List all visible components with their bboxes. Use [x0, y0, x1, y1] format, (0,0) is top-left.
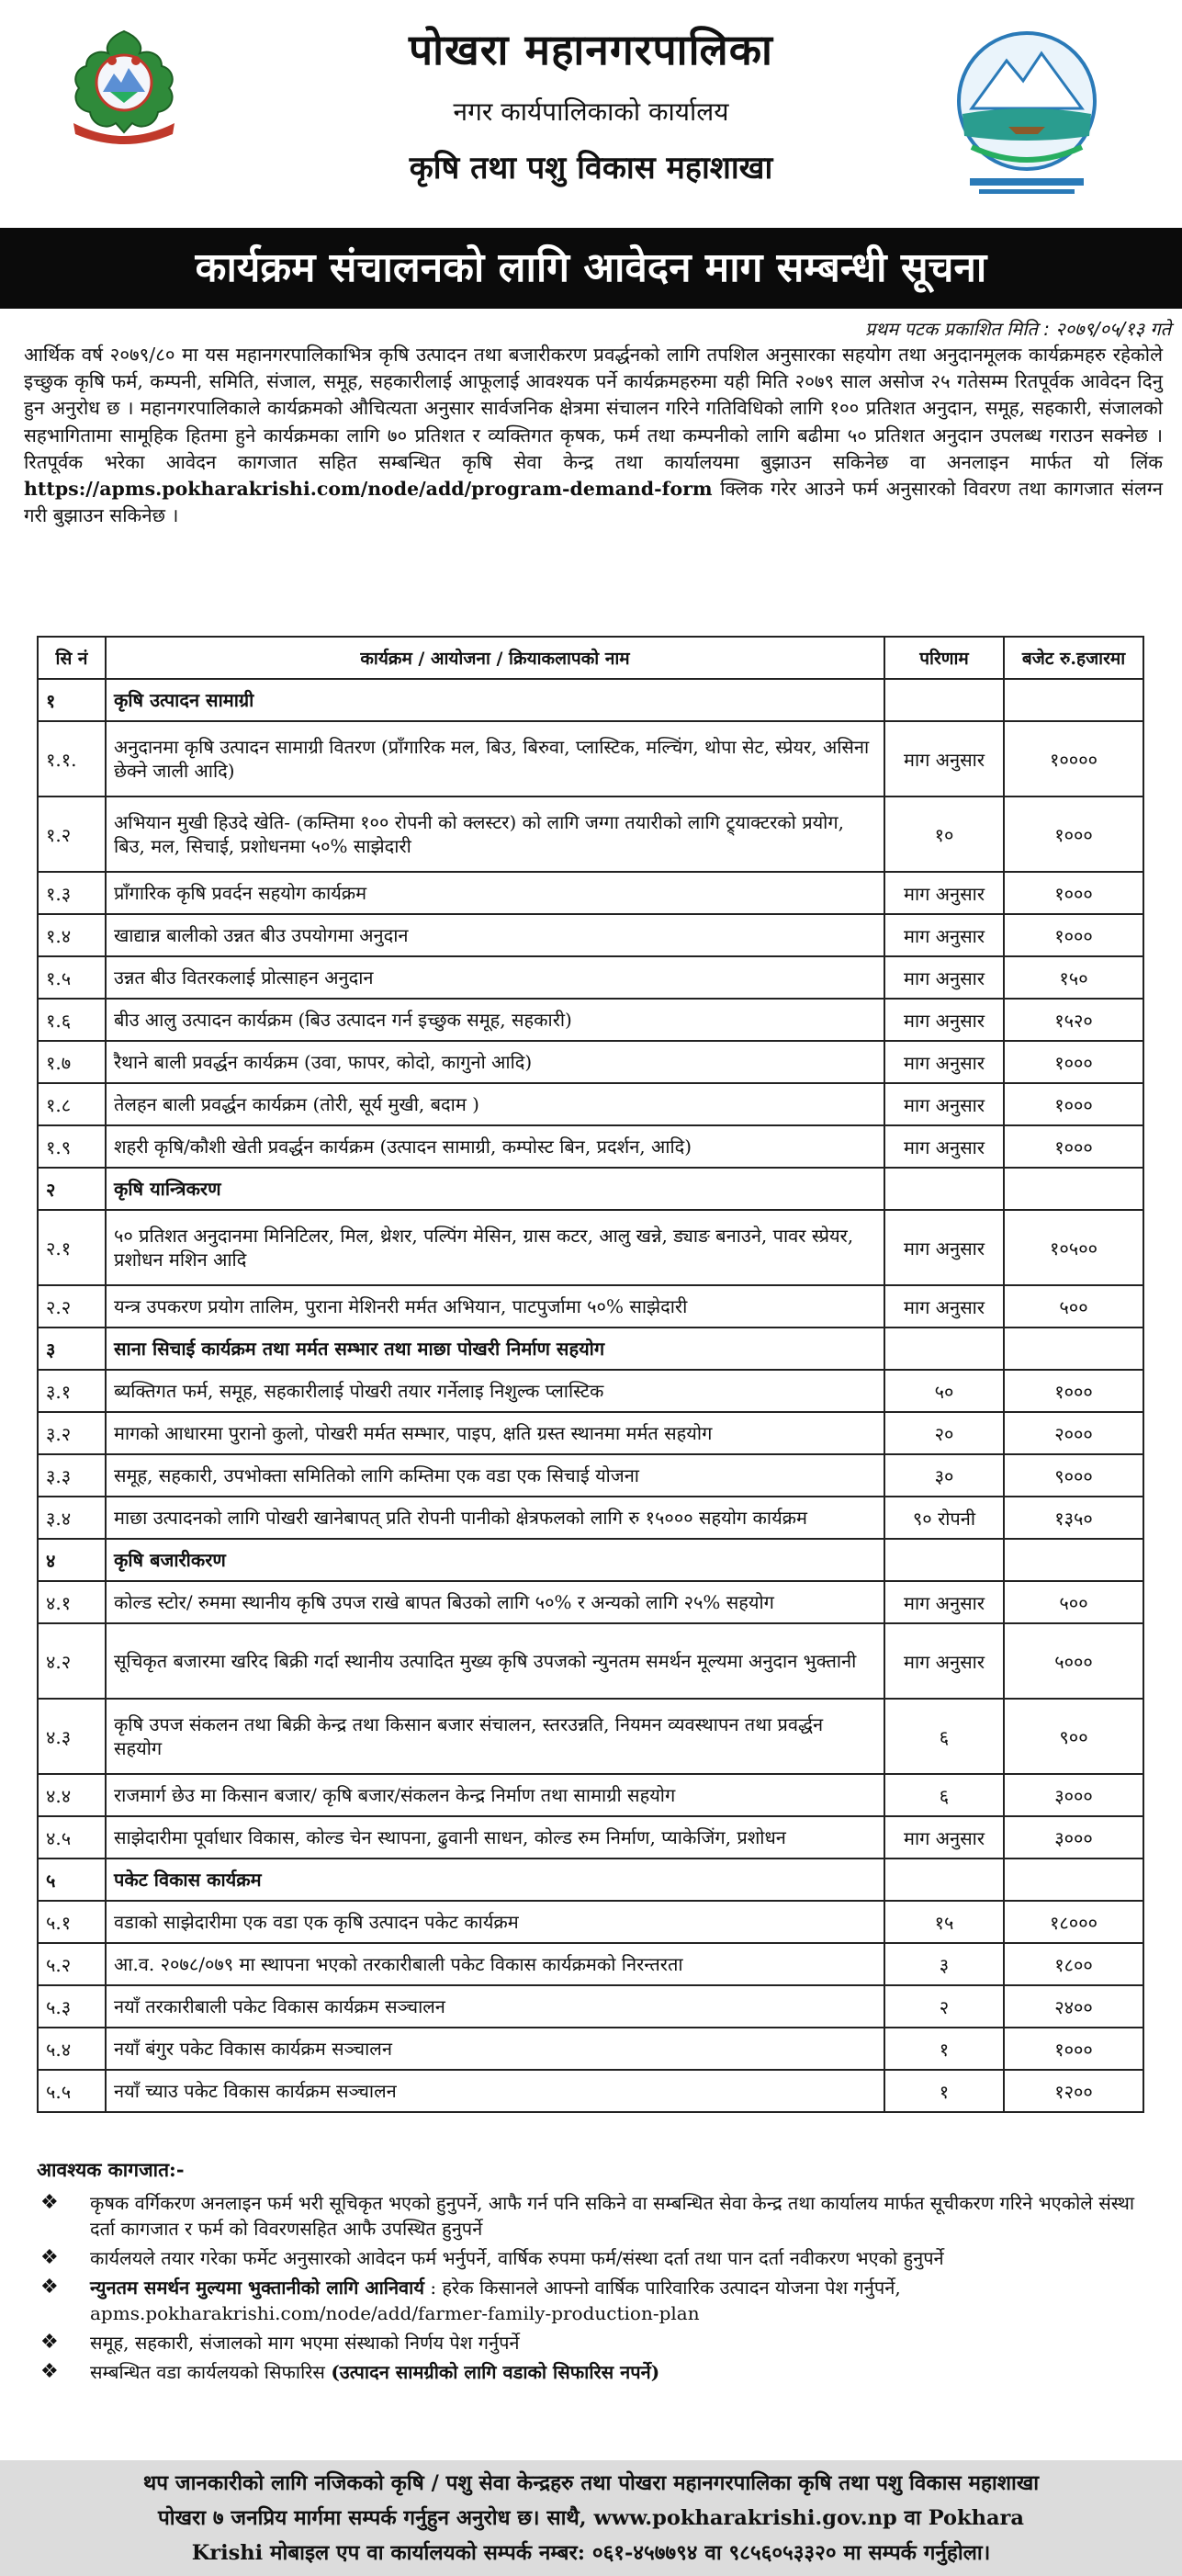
row-serial-number: १.३ [38, 872, 106, 914]
row-quantity [884, 679, 1004, 721]
table-row [38, 1699, 1143, 1774]
row-budget: २४०० [1004, 1985, 1143, 2028]
row-serial-number: ४.५ [38, 1816, 106, 1859]
table-row [38, 1125, 1143, 1168]
org-subtitle: नगर कार्यपालिकाको कार्यालय [453, 96, 729, 127]
row-serial-number: ४ [38, 1539, 106, 1581]
table-section-row [38, 1859, 1143, 1901]
requirement-note: (उत्पादन सामग्रीको लागि वडाको सिफारिस नपर्ने) [331, 2361, 660, 2383]
row-program-name: माछा उत्पादनको लागि पोखरी खानेबापत् प्रति रोपनी पानीको क्षेत्रफलको लागि रु १५००० सहयोग कार्यक्रम [106, 1497, 884, 1539]
row-serial-number: १.८ [38, 1083, 106, 1125]
row-budget: १००० [1004, 1083, 1143, 1125]
table-row [38, 999, 1143, 1041]
table-row [38, 1581, 1143, 1623]
row-quantity: माग अनुसार [884, 1623, 1004, 1699]
table-row [38, 797, 1143, 872]
row-serial-number: १.७ [38, 1041, 106, 1083]
row-serial-number: ५ [38, 1859, 106, 1901]
row-quantity: २० [884, 1412, 1004, 1454]
diamond-bullet-icon: ❖ [40, 2331, 59, 2354]
row-budget: १५२० [1004, 999, 1143, 1041]
row-serial-number: १.४ [38, 914, 106, 956]
row-serial-number: ४.२ [38, 1623, 106, 1699]
intro-text-after: क्लिक गरेर आउने फर्म अनुसारको विवरण तथा कागजात संलग्न गरी बुझाउन सकिनेछ । [24, 478, 1163, 527]
row-quantity: माग अनुसार [884, 1041, 1004, 1083]
row-program-name: साझेदारीमा पूर्वाधार विकास, कोल्ड चेन स्थापना, ढुवानी साधन, कोल्ड रुम निर्माण, प्याकेजिंग, प्रशोधन [106, 1816, 884, 1859]
row-budget: १००० [1004, 1041, 1143, 1083]
row-quantity: ३ [884, 1943, 1004, 1985]
row-quantity: माग अनुसार [884, 721, 1004, 797]
pokhara-metropolitan-logo-icon [935, 26, 1119, 200]
table-row [38, 1623, 1143, 1699]
diamond-bullet-icon: ❖ [40, 2276, 59, 2299]
row-program-name: आ.व. २०७८/०७९ मा स्थापना भएको तरकारीबाली पकेट विकास कार्यक्रमको निरन्तरता [106, 1943, 884, 1985]
row-serial-number: २.१ [38, 1210, 106, 1285]
row-quantity: ६ [884, 1774, 1004, 1816]
row-quantity: माग अनुसार [884, 1125, 1004, 1168]
row-quantity [884, 1328, 1004, 1370]
column-header-name: कार्यक्रम / आयोजना / क्रियाकलापको नाम [106, 637, 884, 679]
row-budget: ३००० [1004, 1774, 1143, 1816]
row-budget: १८००० [1004, 1901, 1143, 1943]
requirement-text: कार्यलयले तयार गरेका फर्मेट अनुसारको आवेदन फर्म भर्नुपर्ने, वार्षिक रुपमा फर्म/संस्था दर्ता तथा पान दर्ता नवीकरण भएको हुनुपर्ने [90, 2247, 944, 2269]
org-title: पोखरा महानगरपालिका [409, 25, 773, 74]
table-section-row [38, 679, 1143, 721]
row-program-name: प्राँगारिक कृषि प्रवर्दन सहयोग कार्यक्रम [106, 872, 884, 914]
row-budget: १००० [1004, 1125, 1143, 1168]
row-program-name: कृषि उत्पादन सामाग्री [106, 679, 884, 721]
row-budget [1004, 1328, 1143, 1370]
row-budget: ५००० [1004, 1623, 1143, 1699]
row-program-name: कोल्ड स्टोर/ रुममा स्थानीय कृषि उपज राखे बापत बिउको लागि ५०% र अन्यको लागि २५% सहयोग [106, 1581, 884, 1623]
table-row [38, 1041, 1143, 1083]
required-documents-list [37, 2190, 1144, 2385]
row-quantity [884, 1859, 1004, 1901]
row-serial-number: ३ [38, 1328, 106, 1370]
table-row [38, 1901, 1143, 1943]
table-row [38, 956, 1143, 999]
intro-paragraph [24, 342, 1163, 529]
requirement-item [37, 2359, 1144, 2385]
row-serial-number: ५.५ [38, 2070, 106, 2112]
row-program-name: शहरी कृषि/कौशी खेती प्रवर्द्धन कार्यक्रम (उत्पादन सामाग्री, कम्पोस्ट बिन, प्रदर्शन, आदि) [106, 1125, 884, 1168]
table-row [38, 1985, 1143, 2028]
row-serial-number: १.१. [38, 721, 106, 797]
row-serial-number: २ [38, 1168, 106, 1210]
row-program-name: समूह, सहकारी, उपभोक्ता समितिको लागि कम्तिमा एक वडा एक सिचाई योजना [106, 1454, 884, 1497]
table-row [38, 1454, 1143, 1497]
row-quantity: माग अनुसार [884, 1285, 1004, 1328]
table-header-row [38, 637, 1143, 679]
requirement-text: सम्बन्धित वडा कार्यलयको सिफारिस [90, 2361, 325, 2383]
table-row [38, 1210, 1143, 1285]
row-quantity: १५ [884, 1901, 1004, 1943]
row-budget [1004, 1168, 1143, 1210]
table-row [38, 914, 1143, 956]
table-section-row [38, 1168, 1143, 1210]
row-budget: १८०० [1004, 1943, 1143, 1985]
row-budget: १०००० [1004, 721, 1143, 797]
table-row [38, 1285, 1143, 1328]
row-program-name: नयाँ तरकारीबाली पकेट विकास कार्यक्रम सञ्चालन [106, 1985, 884, 2028]
row-program-name: कृषि बजारीकरण [106, 1539, 884, 1581]
row-quantity: ३० [884, 1454, 1004, 1497]
row-budget: १००० [1004, 797, 1143, 872]
row-program-name: नयाँ च्याउ पकेट विकास कार्यक्रम सञ्चालन [106, 2070, 884, 2112]
contact-footer [0, 2460, 1182, 2576]
table-row [38, 721, 1143, 797]
table-row [38, 1412, 1143, 1454]
row-program-name: खाद्यान्न बालीको उन्नत बीउ उपयोगमा अनुदान [106, 914, 884, 956]
row-quantity: माग अनुसार [884, 1210, 1004, 1285]
row-budget: ९००० [1004, 1454, 1143, 1497]
table-row [38, 872, 1143, 914]
row-program-name: तेलहन बाली प्रवर्द्धन कार्यक्रम (तोरी, सूर्य मुखी, बदाम ) [106, 1083, 884, 1125]
table-body [38, 679, 1143, 2112]
row-program-name: अभियान मुखी हिउदे खेति- (कम्तिमा १०० रोपनी को क्लस्टर) को लागि जग्गा तयारीको लागि ट्र्याक्टरको प्रयोग, बिउ, मल, सिचाई, प्रशोधनमा ५०% साझेदारी [106, 797, 884, 872]
requirement-text: : हरेक किसानले आफ्नो वार्षिक पारिवारिक उत्पादन योजना पेश गर्नुपर्ने, apms.pokharakrishi.com/node/add/farmer-family-production-plan [90, 2277, 901, 2324]
row-program-name: कृषि यान्त्रिकरण [106, 1168, 884, 1210]
requirement-item [37, 2275, 1144, 2326]
footer-line: पोखरा ७ जनप्रिय मार्गमा सम्पर्क गर्नुहुन अनुरोध छ। साथै, www.pokharakrishi.gov.np वा Pokhara [157, 2506, 1024, 2530]
row-budget: १३५० [1004, 1497, 1143, 1539]
row-budget: १००० [1004, 2028, 1143, 2070]
row-serial-number: ५.१ [38, 1901, 106, 1943]
row-budget [1004, 1859, 1143, 1901]
row-quantity: माग अनुसार [884, 1581, 1004, 1623]
row-serial-number: ४.४ [38, 1774, 106, 1816]
row-program-name: रैथाने बाली प्रवर्द्धन कार्यक्रम (उवा, फापर, कोदो, कागुनो आदि) [106, 1041, 884, 1083]
requirement-item [37, 2245, 1144, 2271]
row-serial-number: ५.३ [38, 1985, 106, 2028]
row-quantity: माग अनुसार [884, 956, 1004, 999]
table-section-row [38, 1539, 1143, 1581]
row-program-name: नयाँ बंगुर पकेट विकास कार्यक्रम सञ्चालन [106, 2028, 884, 2070]
row-budget: ३००० [1004, 1816, 1143, 1859]
row-quantity: माग अनुसार [884, 1816, 1004, 1859]
row-program-name: कृषि उपज संकलन तथा बिक्री केन्द्र तथा किसान बजार संचालन, स्तरउन्नति, नियमन व्यवस्थापन तथा प्रवर्द्धन सहयोग [106, 1699, 884, 1774]
row-quantity [884, 1539, 1004, 1581]
row-quantity: ९० रोपनी [884, 1497, 1004, 1539]
footer-line: थप जानकारीको लागि नजिकको कृषि / पशु सेवा केन्द्रहरु तथा पोखरा महानगरपालिका कृषि तथा पशु विकास महाशाखा [142, 2471, 1040, 2495]
row-program-name: पकेट विकास कार्यक्रम [106, 1859, 884, 1901]
row-serial-number: १.२ [38, 797, 106, 872]
row-budget: १५० [1004, 956, 1143, 999]
row-program-name: सूचिकृत बजारमा खरिद बिक्री गर्दा स्थानीय उत्पादित मुख्य कृषि उपजको न्युनतम समर्थन मूल्यमा अनुदान भुक्तानी [106, 1623, 884, 1699]
publish-date: प्रथम पटक प्रकाशित मिति : २०७९/०५/१३ गते [865, 318, 1171, 340]
diamond-bullet-icon: ❖ [40, 2246, 59, 2269]
requirement-emphasis: न्युनतम समर्थन मुल्यमा भुक्तानीको लागि आनिवार्य [90, 2277, 424, 2299]
footer-line: Krishi मोबाइल एप वा कार्यालयको सम्पर्क नम्बर: ०६१-४५७७९४ वा ९८५६०५३३२० मा सम्पर्क गर्नुहोला। [191, 2541, 991, 2565]
row-quantity: २ [884, 1985, 1004, 2028]
diamond-bullet-icon: ❖ [40, 2360, 59, 2383]
row-serial-number: १.९ [38, 1125, 106, 1168]
intro-text: आर्थिक वर्ष २०७९/८० मा यस महानगरपालिकाभित्र कृषि उत्पादन तथा बजारीकरण प्रवर्द्धनको लागि तपशिल अनुसारका सहयोग तथा अनुदानमूलक कार्यक्रमहरु रहेकोले इच्छुक कृषि फर्म, कम्पनी, समिति, संजाल, समूह, सहकारीलाई आफूलाई आवश्यक पर्ने कार्यक्रमहरुमा यही मिति २०७९ साल असोज २५ गतेसम्म रितपूर्वक आवेदन दिनु हुन अनुरोध छ । महानगरपालिकाले कार्यक्रमको औचित्यता अनुसार सार्वजनिक क्षेत्रमा संचालन गरिने गतिविधिको लागि १०० प्रतिशत अनुदान, समूह, सहकारी, संजालको सहभागितामा सामूहिक हितमा हुने कार्यक्रमका लागि ७० प्रतिशत र व्यक्तिगत कृषक, फर्म तथा कम्पनीको लागि बढीमा ५० प्रतिशत अनुदान उपलब्ध गराउन सक्नेछ । रितपूर्वक भरेका आवेदन कागजात सहित सम्बन्धित कृषि सेवा केन्द्र तथा कार्यालयमा बुझाउन सकिनेछ वा अनलाइन मार्फत यो लिंक [24, 344, 1163, 473]
diamond-bullet-icon: ❖ [40, 2191, 59, 2214]
row-program-name: उन्नत बीउ वितरकलाई प्रोत्साहन अनुदान [106, 956, 884, 999]
table-row [38, 1816, 1143, 1859]
table-section-row [38, 1328, 1143, 1370]
row-budget: १२०० [1004, 2070, 1143, 2112]
row-quantity: १ [884, 2028, 1004, 2070]
requirement-text: समूह, सहकारी, संजालको माग भएमा संस्थाको निर्णय पेश गर्नुपर्ने [90, 2332, 520, 2354]
row-budget [1004, 1539, 1143, 1581]
table-row [38, 1370, 1143, 1412]
table-row [38, 2070, 1143, 2112]
row-budget: ५०० [1004, 1285, 1143, 1328]
notice-banner: कार्यक्रम संचालनको लागि आवेदन माग सम्बन्धी सूचना [0, 228, 1182, 309]
row-serial-number: १ [38, 679, 106, 721]
row-quantity: ५० [884, 1370, 1004, 1412]
notice-header [0, 0, 1182, 220]
row-program-name: वडाको साझेदारीमा एक वडा एक कृषि उत्पादन पकेट कार्यक्रम [106, 1901, 884, 1943]
row-program-name: ब्यक्तिगत फर्म, समूह, सहकारीलाई पोखरी तयार गर्नेलाइ निशुल्क प्लास्टिक [106, 1370, 884, 1412]
row-quantity: माग अनुसार [884, 1083, 1004, 1125]
row-serial-number: ५.४ [38, 2028, 106, 2070]
row-budget: १०५०० [1004, 1210, 1143, 1285]
row-program-name: मागको आधारमा पुरानो कुलो, पोखरी मर्मत सम्भार, पाइप, क्षति ग्रस्त स्थानमा मर्मत सहयोग [106, 1412, 884, 1454]
row-quantity: माग अनुसार [884, 914, 1004, 956]
requirement-text: कृषक वर्गिकरण अनलाइन फर्म भरी सूचिकृत भएको हुनुपर्ने, आफै गर्न पनि सकिने वा सम्बन्धित सेवा केन्द्र तथा कार्यालय मार्फत सूचीकरण गरिने भएकोले संस्था दर्ता कागजात र फर्म को विवरणसहित आफै उपस्थित हुनुपर्ने [90, 2192, 1135, 2240]
column-header-sn: सि नं [38, 637, 106, 679]
row-quantity [884, 1168, 1004, 1210]
requirement-item [37, 2190, 1144, 2242]
row-budget: १००० [1004, 914, 1143, 956]
row-budget: १००० [1004, 1370, 1143, 1412]
row-budget: २००० [1004, 1412, 1143, 1454]
row-program-name: यन्त्र उपकरण प्रयोग तालिम, पुराना मेशिनरी मर्मत अभियान, पाटपुर्जामा ५०% साझेदारी [106, 1285, 884, 1328]
row-program-name: अनुदानमा कृषि उत्पादन सामाग्री वितरण (प्राँगारिक मल, बिउ, बिरुवा, प्लास्टिक, मल्चिंग, थोपा सेट, स्प्रेयर, असिना छेक्ने जाली आदि) [106, 721, 884, 797]
program-demand-link[interactable]: https://apms.pokharakrishi.com/node/add/program-demand-form [24, 478, 713, 501]
row-serial-number: ४.३ [38, 1699, 106, 1774]
required-documents-title: आवश्यक कागजात:- [37, 2158, 185, 2181]
row-serial-number: ३.४ [38, 1497, 106, 1539]
row-serial-number: १.६ [38, 999, 106, 1041]
column-header-quantity: परिणाम [884, 637, 1004, 679]
requirement-item [37, 2330, 1144, 2356]
table-row [38, 1943, 1143, 1985]
row-quantity: १० [884, 797, 1004, 872]
table-row [38, 1774, 1143, 1816]
row-serial-number: ३.१ [38, 1370, 106, 1412]
row-budget: १००० [1004, 872, 1143, 914]
row-serial-number: २.२ [38, 1285, 106, 1328]
table-row [38, 1083, 1143, 1125]
division-title: कृषि तथा पशु विकास महाशाखा [409, 150, 773, 186]
row-serial-number: ५.२ [38, 1943, 106, 1985]
row-serial-number: १.५ [38, 956, 106, 999]
row-quantity: ६ [884, 1699, 1004, 1774]
column-header-budget: बजेट रु.हजारमा [1004, 637, 1143, 679]
required-documents [37, 2157, 1144, 2389]
row-serial-number: ३.३ [38, 1454, 106, 1497]
row-budget: ५०० [1004, 1581, 1143, 1623]
row-budget: ९०० [1004, 1699, 1143, 1774]
row-budget [1004, 679, 1143, 721]
row-quantity: माग अनुसार [884, 999, 1004, 1041]
table-row [38, 2028, 1143, 2070]
row-program-name: बीउ आलु उत्पादन कार्यक्रम (बिउ उत्पादन गर्न इच्छुक समूह, सहकारी) [106, 999, 884, 1041]
row-quantity: माग अनुसार [884, 872, 1004, 914]
program-table [37, 636, 1144, 2113]
row-quantity: १ [884, 2070, 1004, 2112]
row-program-name: राजमार्ग छेउ मा किसान बजार/ कृषि बजार/संकलन केन्द्र निर्माण तथा सामाग्री सहयोग [106, 1774, 884, 1816]
row-serial-number: ४.१ [38, 1581, 106, 1623]
row-serial-number: ३.२ [38, 1412, 106, 1454]
row-program-name: साना सिचाई कार्यक्रम तथा मर्मत सम्भार तथा माछा पोखरी निर्माण सहयोग [106, 1328, 884, 1370]
table-row [38, 1497, 1143, 1539]
row-program-name: ५० प्रतिशत अनुदानमा मिनिटिलर, मिल, थ्रेशर, पल्पिंग मेसिन, ग्रास कटर, आलु खन्ने, ड्याङ बनाउने, पावर स्प्रेयर, प्रशोधन मशिन आदि [106, 1210, 884, 1285]
